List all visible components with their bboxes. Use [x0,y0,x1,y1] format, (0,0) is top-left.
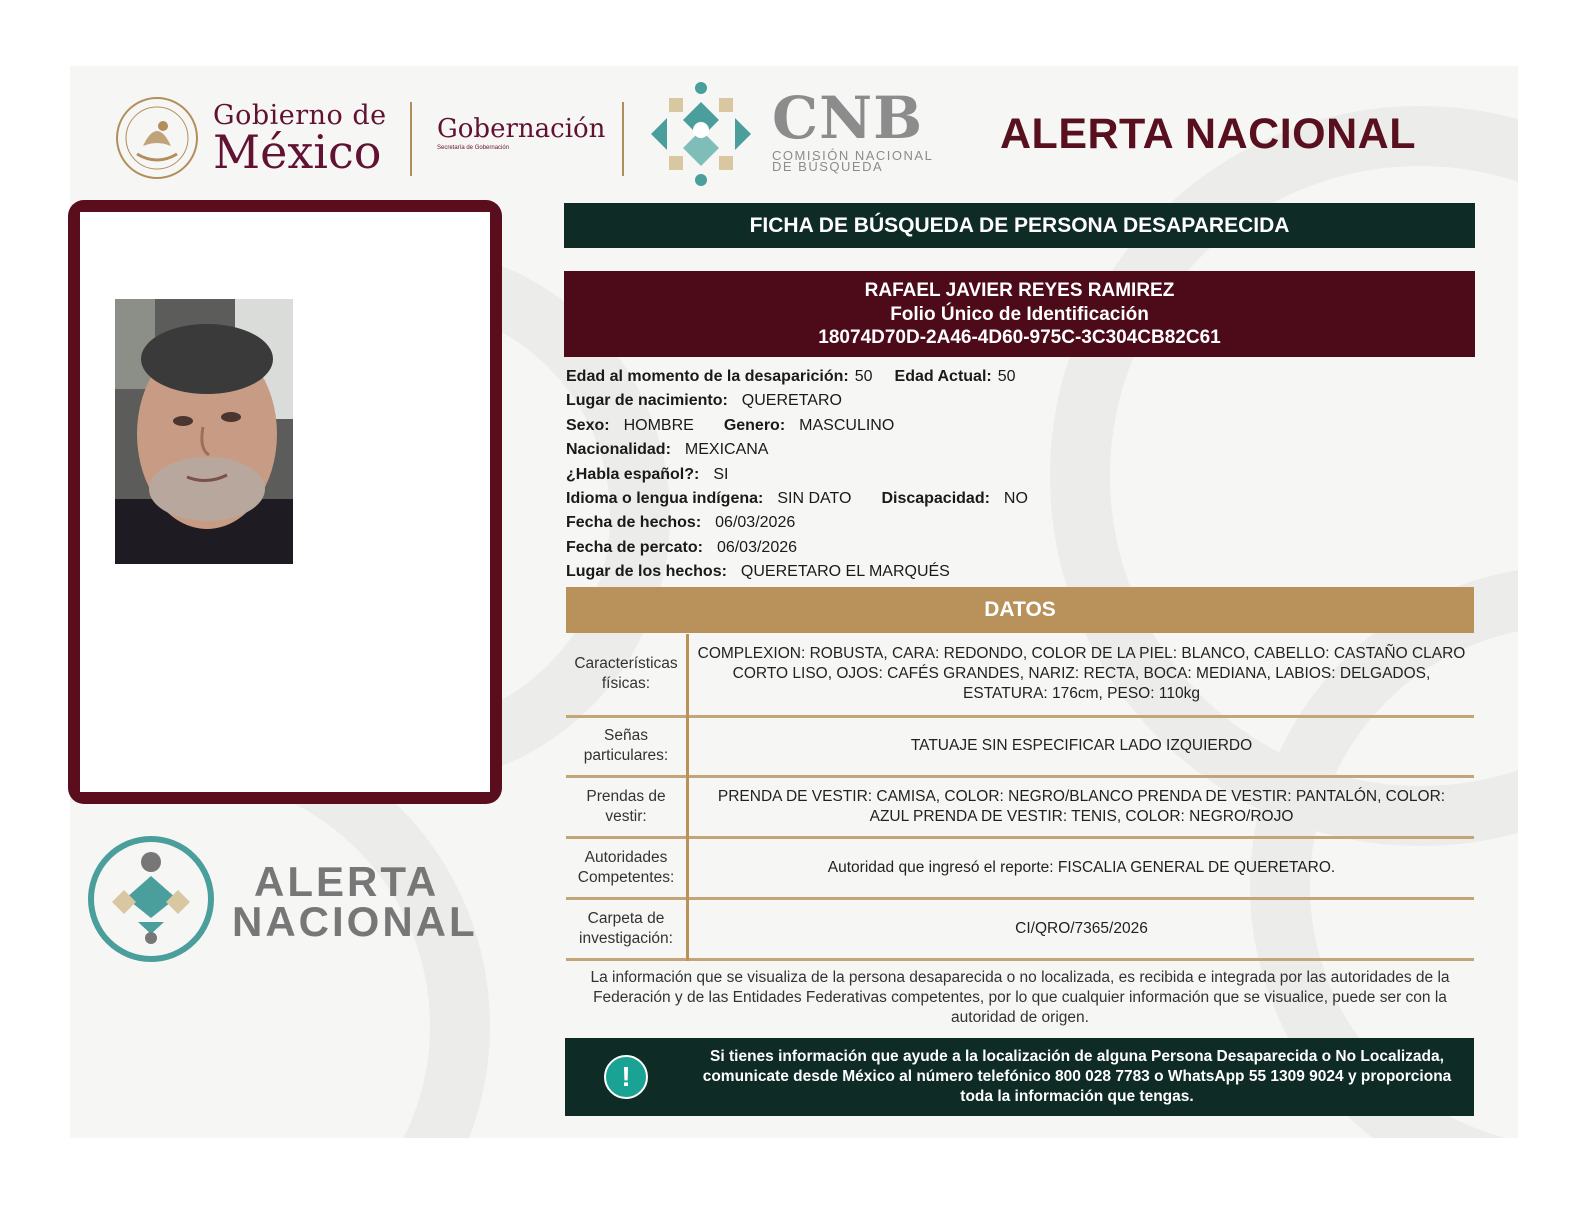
nacionalidad-value: MEXICANA [684,441,769,459]
datos-value: TATUAJE SIN ESPECIFICAR LADO IZQUIERDO [910,737,1253,754]
table-row [566,716,1474,776]
exclamation-icon: ! [604,1055,648,1099]
idioma-label: Idioma o lengua indígena: [566,489,764,507]
cnb-name-line1: COMISIÓN NACIONAL [772,148,934,163]
datos-key: Señas particulares: [566,716,688,776]
alerta-nacional-logo-text [232,858,478,945]
person-name: RAFAEL JAVIER REYES RAMIREZ [864,280,1175,301]
info-row [566,438,1028,462]
lugar-hechos-label: Lugar de los hechos: [566,563,727,581]
lugar-hechos-value: QUERETARO EL MARQUÉS [740,563,950,581]
edad-actual-value: 50 [997,368,1016,385]
lugar-nacimiento-label: Lugar de nacimiento: [566,392,728,410]
header [0,78,1584,198]
alerta-logo-line1: ALERTA [254,858,440,905]
datos-value: COMPLEXION: ROBUSTA, CARA: REDONDO, COLOR DE LA PIEL: BLANCO, CABELLO: CASTAÑO CLARO CORTO LISO, OJOS: CAFÉS GRANDES, NARIZ: RECTA, BOCA: MEDIANA, LABIOS: DELGADOS, ESTATURA: 176cm, PESO: 110kg [697,645,1466,703]
contact-bar [565,1038,1474,1116]
fecha-hechos-value: 06/03/2026 [715,514,796,532]
datos-value: Autoridad que ingresó el reporte: FISCALIA GENERAL DE QUERETARO. [827,858,1336,876]
discapacidad-value: NO [1003,489,1028,507]
habla-espanol-value: SI [713,465,729,483]
header-divider [622,102,624,176]
info-row [566,536,1028,560]
info-row [566,414,1028,438]
edad-desaparicion-label: Edad al momento de la desaparición: [566,368,849,385]
fecha-percato-value: 06/03/2026 [716,538,798,556]
datos-table [566,634,1474,961]
ficha-title-bar: FICHA DE BÚSQUEDA DE PERSONA DESAPARECIDA [564,203,1475,248]
contact-text: Si tienes información que ayude a la localización de alguna Persona Desaparecida o No Localizada, comunicate desde México al número telefónico 800 028 7783 o WhatsApp 55 1309 9024 y proporciona toda la información que tengas. [702,1048,1452,1105]
cnb-name-line2: DE BÚSQUEDA [772,159,884,174]
datos-key: Características físicas: [566,634,688,716]
sexo-value: HOMBRE [623,416,694,434]
nacionalidad-label: Nacionalidad: [566,441,671,459]
table-row [566,837,1474,898]
sexo-label: Sexo: [566,416,610,434]
person-info [566,365,1028,585]
datos-value: PRENDA DE VESTIR: CAMISA, COLOR: NEGRO/BLANCO PRENDA DE VESTIR: PANTALÓN, COLOR: AZUL PRENDA DE VESTIR: TENIS, COLOR: NEGRO/ROJO [717,787,1446,825]
table-row [566,776,1474,837]
genero-value: MASCULINO [799,416,895,434]
gobernacion-title: Gobernación [437,114,606,144]
discapacidad-label: Discapacidad: [881,489,990,507]
genero-label: Genero: [723,416,786,434]
alerta-nacional-emblem-icon [86,834,216,964]
info-row [566,463,1028,487]
header-divider [410,102,412,176]
gobierno-line2: México [213,125,382,179]
idioma-value: SIN DATO [777,489,852,507]
datos-key: Carpeta de investigación: [566,898,688,959]
datos-key: Prendas de vestir: [566,776,688,837]
disclaimer-text: La información que se visualiza de la persona desaparecida o no localizada, es recibida e integrada por las autoridades de la Federación y de las Entidades Federativas competentes, por lo que cualquier información que se visualice, puede ser con la autoridad de origen. [590,969,1450,1026]
datos-key: Autoridades Competentes: [566,837,688,898]
habla-espanol-label: ¿Habla español?: [566,465,700,483]
folio-value: 18074D70D-2A46-4D60-975C-3C304CB82C61 [818,327,1221,348]
info-row [566,365,1028,389]
datos-title-bar: DATOS [566,587,1474,633]
gobierno-line1: Gobierno de [213,100,387,131]
lugar-nacimiento-value: QUERETARO [741,392,842,410]
person-name-box [564,271,1475,357]
mexico-seal-icon [113,96,201,180]
alerta-logo-line2: NACIONAL [232,898,478,945]
edad-desaparicion-value: 50 [854,368,873,385]
edad-actual-label: Edad Actual: [894,368,992,385]
gobernacion-subtitle: Secretaría de Gobernación [437,145,510,151]
page-title: ALERTA NACIONAL [1000,110,1416,158]
info-row [566,487,1028,511]
fecha-hechos-label: Fecha de hechos: [566,514,702,532]
person-photo [115,299,293,564]
fecha-percato-label: Fecha de percato: [566,538,703,556]
table-row [566,634,1474,716]
table-row [566,898,1474,959]
info-row [566,511,1028,535]
gobernacion-logo [437,114,605,151]
cnb-acronym: CNB [772,84,924,152]
gobierno-de-mexico-logo [213,100,387,179]
info-row [566,560,1028,584]
folio-label: Folio Único de Identificación [890,303,1149,325]
info-row [566,389,1028,413]
cnb-emblem-icon [645,78,757,190]
datos-value: CI/QRO/7365/2026 [1015,919,1148,937]
cnb-logo [772,84,933,174]
